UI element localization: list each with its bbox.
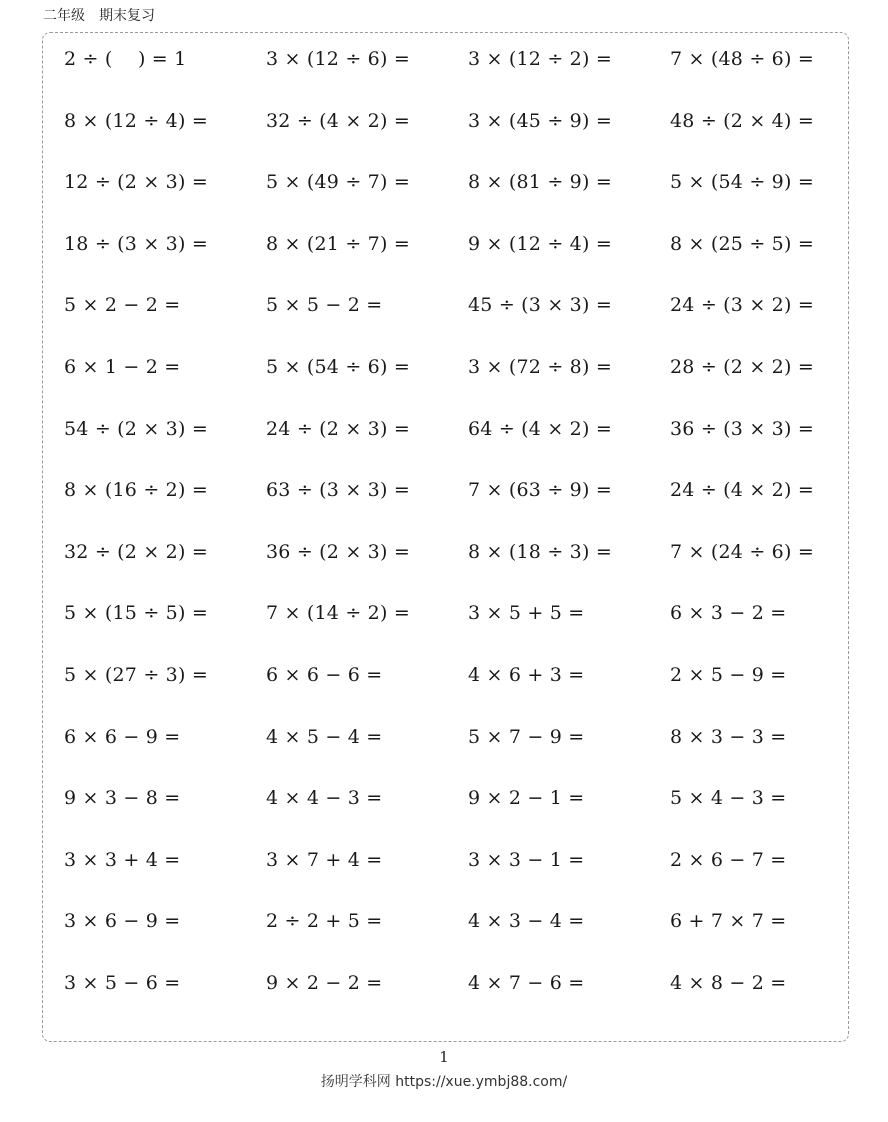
math-problem: 8 × (25 ÷ 5) = — [670, 232, 814, 255]
math-problem: 7 × (14 ÷ 2) = — [266, 602, 410, 625]
math-problem: 6 × 3 − 2 = — [670, 602, 787, 625]
math-problem: 6 + 7 × 7 = — [670, 910, 787, 933]
problem-row — [64, 398, 864, 460]
problem-row — [64, 151, 864, 213]
page-number: 1 — [439, 1048, 449, 1066]
math-problem: 5 × 5 − 2 = — [266, 294, 383, 317]
math-problem: 63 ÷ (3 × 3) = — [266, 479, 410, 502]
math-problem: 9 × 3 − 8 = — [64, 787, 181, 810]
problem-row — [64, 767, 864, 829]
problem-row — [64, 213, 864, 275]
math-problem: 8 × (16 ÷ 2) = — [64, 479, 208, 502]
math-problem: 5 × 2 − 2 = — [64, 294, 181, 317]
problem-row — [64, 582, 864, 644]
math-problem: 4 × 8 − 2 = — [670, 972, 787, 994]
math-problem: 5 × (49 ÷ 7) = — [266, 171, 410, 194]
problem-row — [64, 890, 864, 952]
math-problem: 24 ÷ (2 × 3) = — [266, 417, 410, 440]
problem-row — [64, 28, 864, 90]
problem-row — [64, 459, 864, 521]
footer-source: 扬明学科网 https://xue.ymbj88.com/ — [320, 1074, 568, 1090]
math-problem: 32 ÷ (2 × 2) = — [64, 540, 208, 563]
math-problem: 8 × (21 ÷ 7) = — [266, 232, 410, 255]
math-problem: 2 × 5 − 9 = — [670, 664, 787, 686]
problem-row — [64, 952, 864, 1014]
problem-row — [64, 644, 864, 706]
math-problem: 45 ÷ (3 × 3) = — [468, 294, 612, 317]
math-problem: 12 ÷ (2 × 3) = — [64, 171, 208, 194]
problem-row — [64, 336, 864, 398]
math-problem: 36 ÷ (3 × 3) = — [670, 417, 814, 440]
math-problem: 2 × 6 − 7 = — [670, 848, 787, 871]
math-problem: 4 × 3 − 4 = — [468, 910, 585, 933]
math-problem: 3 × (45 ÷ 9) = — [468, 109, 612, 132]
math-problem: 18 ÷ (3 × 3) = — [64, 232, 208, 255]
math-problem: 32 ÷ (4 × 2) = — [266, 109, 410, 132]
problem-row — [64, 521, 864, 583]
math-problem: 7 × (48 ÷ 6) = — [670, 48, 814, 70]
math-problem: 6 × 1 − 2 = — [64, 356, 181, 378]
math-problem: 8 × 3 − 3 = — [670, 725, 787, 748]
math-problem: 54 ÷ (2 × 3) = — [64, 417, 208, 440]
problem-row — [64, 829, 864, 891]
math-problem: 9 × 2 − 2 = — [266, 972, 383, 994]
math-problem: 3 × 3 − 1 = — [468, 848, 585, 871]
math-problem: 7 × (63 ÷ 9) = — [468, 479, 612, 502]
math-problem: 3 × 7 + 4 = — [266, 848, 383, 871]
math-problem: 2 ÷ 2 + 5 = — [266, 910, 383, 933]
math-problem: 4 × 6 + 3 = — [468, 664, 585, 686]
math-problem: 5 × (54 ÷ 9) = — [670, 171, 814, 194]
math-problem: 4 × 4 − 3 = — [266, 787, 383, 810]
problem-row — [64, 274, 864, 336]
math-problem: 3 × 6 − 9 = — [64, 910, 181, 933]
math-problem: 5 × (54 ÷ 6) = — [266, 356, 410, 378]
math-problem: 5 × (15 ÷ 5) = — [64, 602, 208, 625]
math-problem: 9 × 2 − 1 = — [468, 787, 585, 810]
math-problem: 3 × 3 + 4 = — [64, 848, 181, 871]
math-problem: 24 ÷ (3 × 2) = — [670, 294, 814, 317]
page-header-title: 二年级 期末复习 — [43, 8, 155, 24]
problem-row — [64, 90, 864, 152]
math-problem: 3 × 5 − 6 = — [64, 972, 181, 994]
math-problem: 7 × (24 ÷ 6) = — [670, 540, 814, 563]
math-problem: 3 × (12 ÷ 2) = — [468, 48, 612, 70]
math-problem: 5 × 7 − 9 = — [468, 725, 585, 748]
math-problem: 8 × (81 ÷ 9) = — [468, 171, 612, 194]
math-problem: 6 × 6 − 9 = — [64, 725, 181, 748]
math-problem: 8 × (18 ÷ 3) = — [468, 540, 612, 563]
math-problem: 9 × (12 ÷ 4) = — [468, 232, 612, 255]
math-problem: 2 ÷ ( ) = 1 — [64, 48, 187, 70]
problem-row — [64, 706, 864, 768]
math-problem: 64 ÷ (4 × 2) = — [468, 417, 612, 440]
math-problem: 28 ÷ (2 × 2) = — [670, 356, 814, 378]
math-problem: 4 × 7 − 6 = — [468, 972, 585, 994]
math-problem: 6 × 6 − 6 = — [266, 664, 383, 686]
math-problem: 5 × 4 − 3 = — [670, 787, 787, 810]
math-problem: 3 × (72 ÷ 8) = — [468, 356, 612, 378]
math-problem: 3 × 5 + 5 = — [468, 602, 585, 625]
math-problem: 3 × (12 ÷ 6) = — [266, 48, 410, 70]
math-problem: 48 ÷ (2 × 4) = — [670, 109, 814, 132]
math-problem: 5 × (27 ÷ 3) = — [64, 664, 208, 686]
math-problem: 36 ÷ (2 × 3) = — [266, 540, 410, 563]
math-problem: 4 × 5 − 4 = — [266, 725, 383, 748]
math-problem: 24 ÷ (4 × 2) = — [670, 479, 814, 502]
math-problem: 8 × (12 ÷ 4) = — [64, 109, 208, 132]
